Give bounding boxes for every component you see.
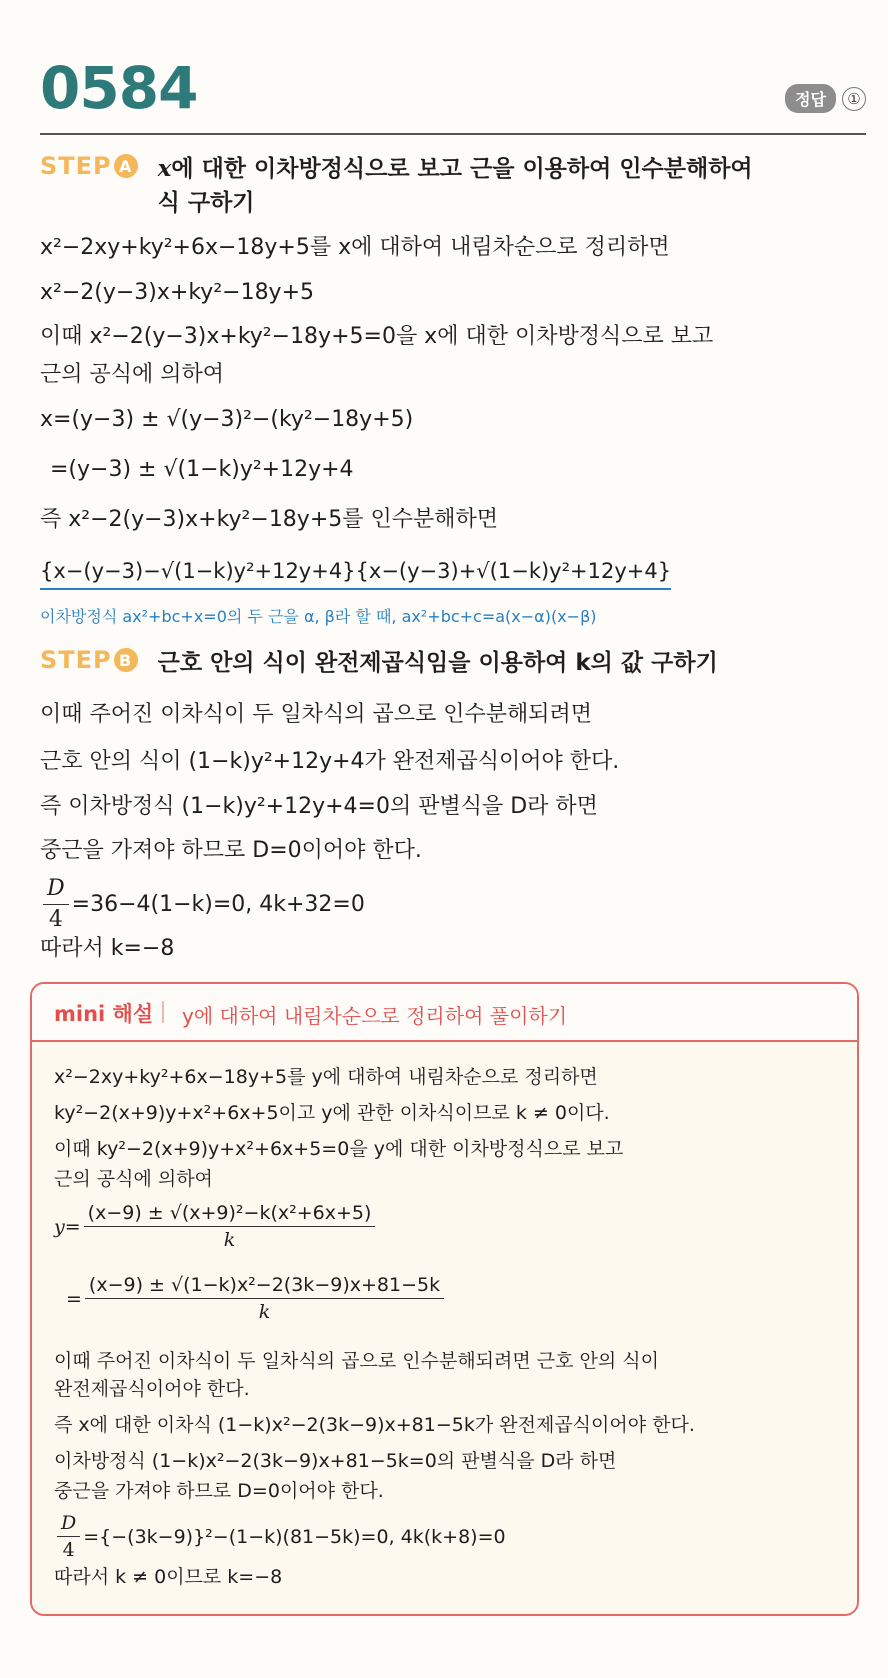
step-b-title: 근호 안의 식이 완전제곱식임을 이용하여 k의 값 구하기 — [157, 650, 718, 676]
step-a-header — [40, 152, 778, 220]
step-b-letter: B — [114, 648, 138, 672]
mini-line-10: $\frac{D}{4}$ ={−(3k−9)}²−(1−k)(81−5k)=0, 4k(k+8)=0 — [54, 1510, 506, 1563]
mini-line-9: 중근을 가져야 하므로 D=0이어야 한다. — [54, 1480, 384, 1502]
mini-line-7: 즉 x에 대한 이차식 (1−k)x²−2(3k−9)x+81−5k가 완전제곱식이어야 한다. — [54, 1414, 695, 1436]
problem-number: 0584 — [40, 54, 198, 122]
step-a-title: x에 대한 이차방정식으로 보고 근을 이용하여 인수분해하여 식 구하기 — [157, 155, 753, 216]
mini-line-6: 완전제곱식이어야 한다. — [54, 1378, 250, 1400]
step-a-letter: A — [114, 154, 138, 178]
mini-line-1: x²−2xy+ky²+6x−18y+5를 y에 대하여 내림차순으로 정리하면 — [54, 1066, 598, 1088]
answer-value: ① — [842, 87, 866, 111]
step-b-line-5: $\frac{D}{4}$ =36−4(1−k)=0, 4k+32=0 — [40, 874, 365, 935]
step-b-line-6: 따라서 k=−8 — [40, 936, 175, 961]
mini-explanation-box — [30, 982, 859, 1616]
step-a-line-4: 근의 공식에 의하여 — [40, 362, 225, 387]
step-a-line-7: 즉 x²−2(y−3)x+ky²−18y+5를 인수분해하면 — [40, 507, 499, 532]
mini-title: y에 대하여 내림차순으로 정리하여 풀이하기 — [182, 1004, 568, 1028]
mini-line-5: 이때 주어진 이차식이 두 일차식의 곱으로 인수분해되려면 근호 안의 식이 — [54, 1350, 659, 1372]
step-b-fraction: $\frac{D}{4}$ — [43, 874, 69, 935]
step-a-tag: STEP A — [40, 152, 138, 180]
answer-box — [785, 84, 866, 113]
mini-line-2: ky²−2(x+9)y+x²+6x+5이고 y에 관한 이차식이므로 k ≠ 0이다. — [54, 1102, 610, 1124]
answer-badge: 정답 — [785, 84, 836, 113]
step-b-line-2: 근호 안의 식이 (1−k)y²+12y+4가 완전제곱식이어야 한다. — [40, 749, 620, 774]
mini-formula-2: = $\frac{\text{(x−9) ± √(1−k)x²−2(3k−9)x+81−5k}}{k}$ — [66, 1272, 447, 1325]
step-b-header — [40, 646, 718, 680]
mini-header — [32, 984, 857, 1042]
step-b-tag: STEP B — [40, 646, 138, 674]
step-b-line-1: 이때 주어진 이차식이 두 일차식의 곱으로 인수분해되려면 — [40, 702, 593, 727]
step-a-line-1: x²−2xy+ky²+6x−18y+5를 x에 대하여 내림차순으로 정리하면 — [40, 235, 670, 260]
step-b-line-3: 즉 이차방정식 (1−k)y²+12y+4=0의 판별식을 D라 하면 — [40, 794, 598, 819]
header-divider — [40, 133, 866, 135]
mini-separator — [162, 1001, 164, 1023]
mini-formula-1-fraction: $\frac{\text{(x−9) ± √(x+9)²−k(x²+6x+5)}}{k}$ — [84, 1200, 376, 1253]
mini-fraction-d4: $\frac{D}{4}$ — [57, 1510, 80, 1563]
step-a-line-6: =(y−3) ± √(1−k)y²+12y+4 — [50, 457, 354, 482]
mini-line-8: 이차방정식 (1−k)x²−2(3k−9)x+81−5k=0의 판별식을 D라 하면 — [54, 1450, 617, 1472]
step-a-line-5: x=(y−3) ± √(y−3)²−(ky²−18y+5) — [40, 407, 414, 432]
step-a-line-2: x²−2(y−3)x+ky²−18y+5 — [40, 280, 315, 305]
step-b-line-4: 중근을 가져야 하므로 D=0이어야 한다. — [40, 838, 422, 863]
mini-line-11: 따라서 k ≠ 0이므로 k=−8 — [54, 1566, 283, 1588]
step-a-line-3: 이때 x²−2(y−3)x+ky²−18y+5=0을 x에 대한 이차방정식으로 보고 — [40, 324, 714, 349]
mini-tag: mini 해설 — [54, 1002, 154, 1026]
step-a-factored: {x−(y−3)−√(1−k)y²+12y+4}{x−(y−3)+√(1−k)y²+12y+4} — [40, 556, 671, 590]
step-a-note: 이차방정식 ax²+bc+x=0의 두 근을 α, β라 할 때, ax²+bc+c=a(x−α)(x−β) — [40, 607, 597, 626]
mini-formula-2-fraction: $\frac{\text{(x−9) ± √(1−k)x²−2(3k−9)x+81−5k}}{k}$ — [85, 1272, 444, 1325]
mini-formula-1: y= $\frac{\text{(x−9) ± √(x+9)²−k(x²+6x+5)}}{k}$ — [54, 1200, 378, 1253]
mini-line-4: 근의 공식에 의하여 — [54, 1168, 213, 1190]
mini-line-3: 이때 ky²−2(x+9)y+x²+6x+5=0을 y에 대한 이차방정식으로 보고 — [54, 1138, 624, 1160]
